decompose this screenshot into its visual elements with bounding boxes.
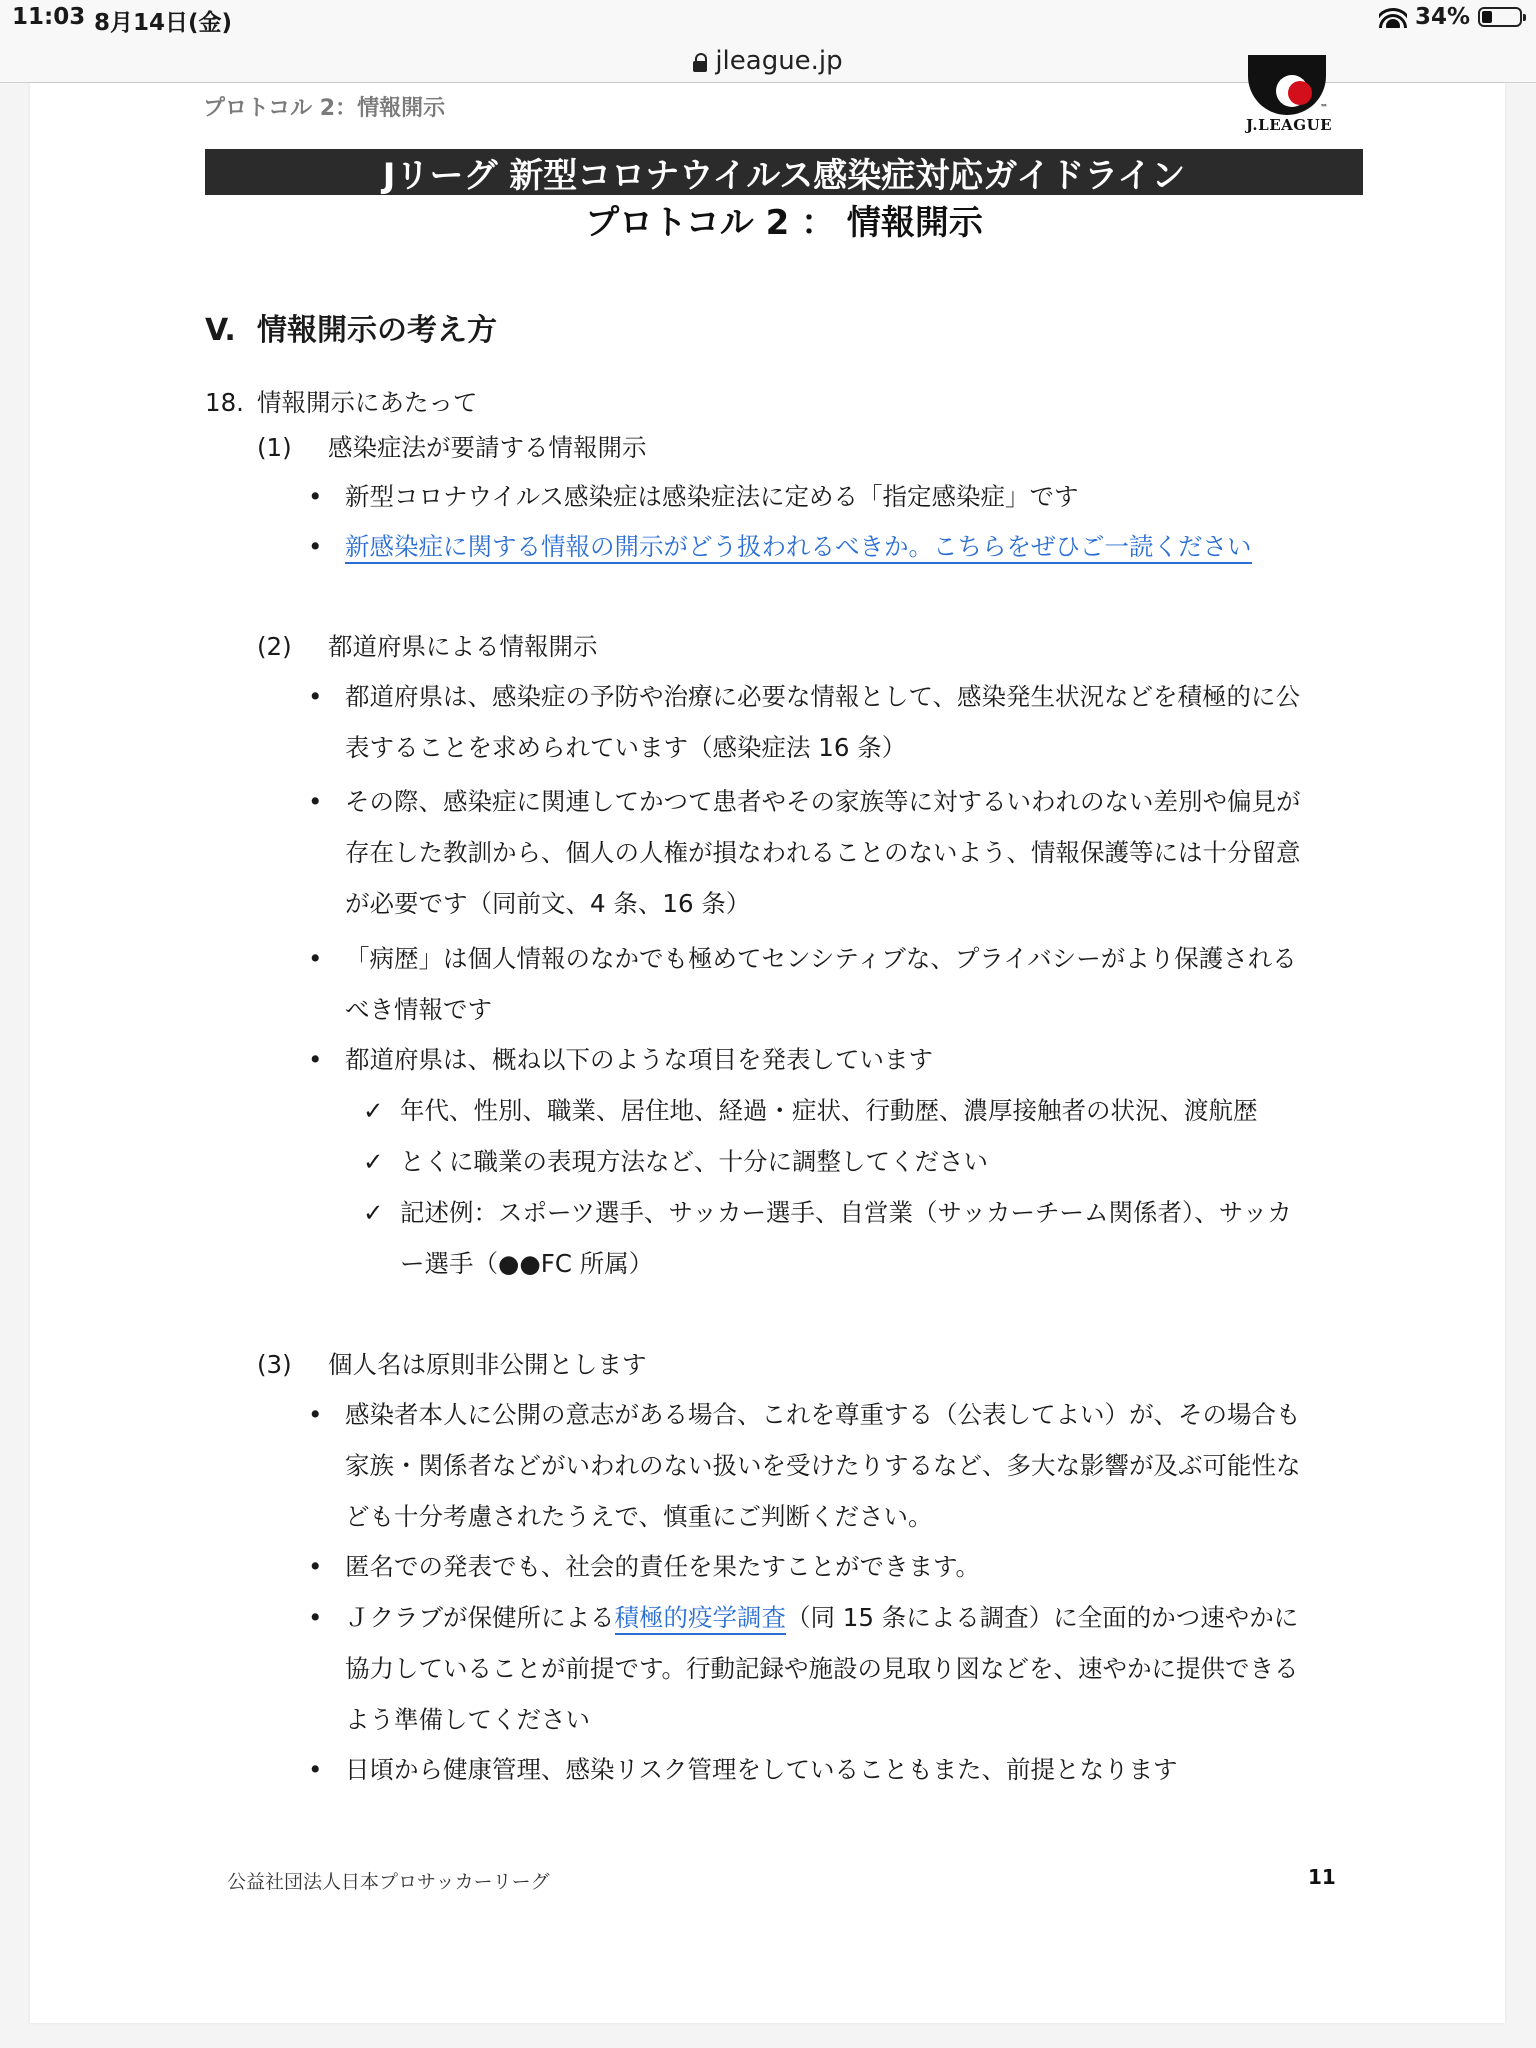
sub3-b2: 匿名での発表でも、社会的責任を果たすことができます。 [345,1552,981,1581]
sub1-bullet2[interactable] [345,530,1252,564]
page-header-label: プロトコル 2：情報開示 [203,96,446,121]
section-title: 情報開示の考え方 [257,313,497,348]
sub2-title: 都道府県による情報開示 [328,632,598,661]
bullet-icon: • [308,1755,323,1784]
sub3-b1-line1: 感染者本人に公開の意志がある場合、これを尊重する（公表してよい）が、その場合も [345,1400,1301,1429]
sub2-b1-line2: 表することを求められています（感染症法 16 条） [345,733,907,762]
bullet-icon: • [308,1552,323,1581]
sub3-b1-line3: ども十分考慮されたうえで、慎重にご判断ください。 [345,1502,933,1531]
item-18-number: 18. [205,388,244,417]
epidemiological-survey-link[interactable]: 積極的疫学調査 [615,1603,787,1635]
bullet-icon: • [308,1603,323,1632]
sub1-bullet1: 新型コロナウイルス感染症は感染症法に定める「指定感染症」です [345,482,1079,511]
bullet-icon: • [308,682,323,711]
sub2-b2-line1: その際、感染症に関連してかつて患者やその家族等に対するいわれのない差別や偏見が [345,787,1301,816]
bullet-icon: • [308,1400,323,1429]
sub2-b2-line2: 存在した教訓から、個人の人権が損なわれることのないよう、情報保護等には十分留意 [345,838,1301,867]
item-18-title: 情報開示にあたって [257,388,478,417]
sub3-title: 個人名は原則非公開とします [328,1350,647,1379]
bullet-icon: • [308,787,323,816]
section-number: V. [205,313,236,348]
sub3-b3-pre: Ｊクラブが保健所による [345,1603,615,1632]
info-disclosure-link[interactable]: 新感染症に関する情報の開示がどう扱われるべきか。こちらをぜひご一読ください [345,532,1252,564]
sub2-b2-line3: が必要です（同前文、4 条、16 条） [345,889,751,918]
sub1-number: (1) [257,433,292,462]
url-display[interactable] [693,46,842,76]
sub2-check3-line2: ー選手（●●FC 所属） [400,1249,654,1278]
sub2-b1-line1: 都道府県は、感染症の予防や治療に必要な情報として、感染発生状況などを積極的に公 [345,682,1301,711]
item-18 [205,386,244,420]
sub2-b4: 都道府県は、概ね以下のような項目を発表しています [345,1045,933,1074]
sub3-number: (3) [257,1350,292,1379]
check-icon: ✓ [363,1198,384,1227]
status-right [1379,4,1522,30]
bullet-icon: • [308,1045,323,1074]
sub3-b3-line3: よう準備してください [345,1705,590,1734]
sub3-b4: 日頃から健康管理、感染リスク管理をしていることもまた、前提となります [345,1755,1178,1784]
battery-percent: 34% [1414,4,1470,30]
check-icon: ✓ [363,1147,384,1176]
sub3-b3-line2: 協力していることが前提です。行動記録や施設の見取り図などを、速やかに提供できる [345,1654,1299,1683]
sub2-check1: 年代、性別、職業、居住地、経過・症状、行動歴、濃厚接触者の状況、渡航歴 [400,1096,1258,1125]
bullet-icon: • [308,482,323,511]
sub2-number: (2) [257,632,292,661]
lock-icon [693,53,707,71]
sub3-b1-line2: 家族・関係者などがいわれのない扱いを受けたりするなど、多大な影響が及ぶ可能性な [345,1451,1301,1480]
logo-trademark: ™ [1320,103,1328,112]
document-title-text: Jリーグ 新型コロナウイルス感染症対応ガイドライン [382,155,1186,196]
sub2-check3-line1: 記述例：スポーツ選手、サッカー選手、自営業（サッカーチーム関係者）、サッカ [400,1198,1292,1227]
check-icon: ✓ [363,1096,384,1125]
jleague-logo-icon [1248,55,1326,115]
sub3-b3-post: （同 15 条による調査）に全面的かつ速やかに [786,1603,1299,1632]
status-date: 8月14日(金) [94,10,233,36]
page-number: 11 [1308,1865,1336,1889]
battery-icon [1478,7,1522,27]
footer-organization: 公益社団法人日本プロサッカーリーグ [227,1871,550,1893]
document-title [205,149,1363,195]
logo-text: J.LEAGUE [1246,116,1333,134]
status-time: 11:03 [12,4,86,30]
pdf-page [30,83,1505,2023]
bullet-icon: • [308,944,323,973]
sub3-b3-line1 [345,1601,1298,1635]
sub1-title: 感染症法が要請する情報開示 [328,433,647,462]
url-text[interactable]: jleague.jp [715,46,843,76]
sub2-check2: とくに職業の表現方法など、十分に調整してください [400,1147,988,1176]
document-subtitle: プロトコル 2 ： 情報開示 [585,203,983,243]
status-bar [0,0,1536,40]
bullet-icon: • [308,532,323,561]
section-heading [205,305,497,349]
sub2-b3-line2: べき情報です [345,995,492,1024]
wifi-icon [1379,6,1407,28]
sub2-b3-line1: 「病歴」は個人情報のなかでも極めてセンシティブな、プライバシーがより保護される [345,944,1297,973]
